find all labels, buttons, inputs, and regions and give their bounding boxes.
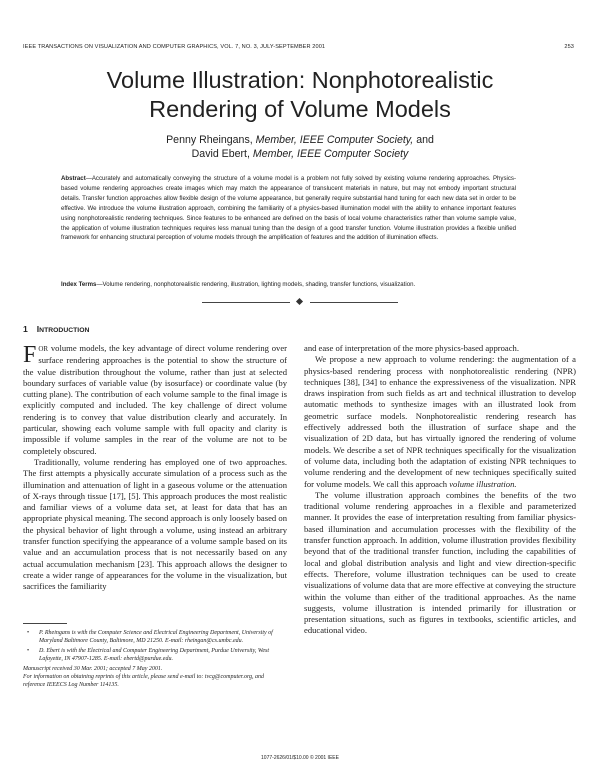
- footnote-item: [23, 647, 287, 663]
- title-line-2: Rendering of Volume Models: [149, 96, 451, 122]
- paper-title: [0, 66, 600, 124]
- author-joiner: and: [416, 134, 434, 146]
- author-line-2: [0, 148, 600, 162]
- section-heading: [23, 324, 89, 334]
- body-column-right: [304, 343, 576, 637]
- author2-name: David Ebert,: [191, 147, 250, 160]
- author1-role: Member, IEEE Computer Society,: [255, 134, 414, 146]
- divider-line-left: [202, 302, 290, 303]
- section-divider: [202, 299, 398, 305]
- footnote-text: P. Rheingans is with the Computer Science and Electrical Engineering Department, University of Maryland Baltimore County, Baltimore, MD 21250. E-mail: rheingan@cs.umbc.edu.: [39, 630, 273, 645]
- emphasis-term: volume illustration.: [449, 478, 517, 489]
- index-terms: [61, 280, 516, 290]
- index-terms-text: —Volume rendering, nonphotorealistic rendering, illustration, lighting models, shading, transfer functions, visualization.: [96, 281, 416, 288]
- abstract-label: Abstract: [61, 175, 86, 182]
- index-terms-label: Index Terms: [61, 281, 97, 288]
- section-title-rest: NTRODUCTION: [39, 327, 90, 334]
- author-line-1: [0, 134, 600, 148]
- reprints-note: For information on obtaining reprints of this article, please send e-mail to: tvcg@computer.org, and reference IEEECS Log Number 114135.: [23, 673, 265, 688]
- journal-name: IEEE TRANSACTIONS ON VISUALIZATION AND COMPUTER GRAPHICS, VOL. 7, NO. 3, JULY-SEPTEMBER 2001: [23, 44, 326, 50]
- bullet-icon: •: [27, 630, 30, 636]
- page-number: 253: [564, 44, 574, 50]
- footnotes: [23, 629, 287, 689]
- authors: [0, 134, 600, 161]
- running-head: [23, 44, 574, 54]
- author2-role: Member, IEEE Computer Society: [252, 147, 409, 160]
- paragraph-text: We propose a new approach to volume rendering: the augmentation of a physics-based rendering process with nonphotorealistic rendering (NPR) techniques [38], [34] to enhance the expressiveness of the visualization. NPR draws inspiration from such fields as art and technical illustration to develop automatic methods to synthesize images with an illustrated look from geometric surface models. Nonphotorealistic rendering research has effectively addressed both the illustration of surface shape and the visualization of 2D data, but has virtually ignored the rendering of volume models. We describe a set of NPR techniques specifically for the visualization of volume data, including both the adaptation of existing NPR techniques to volume rendering and the development of new techniques specifically suited for volume models. We call this approach: [304, 354, 576, 489]
- body-column-left: [23, 343, 287, 593]
- abstract: [61, 174, 516, 243]
- paragraph: Traditionally, volume rendering has employed one of two approaches. The first attempts a physically accurate simulation of a process such as the illumination and attenuation of light in a gaseous volume or the attenuation of X-rays through tissue [17], [5]. This approach produces the most realistic and familiar views of a volume data set, at least for data that has an appropriate physical meaning. The second approach is only loosely based on the physical behavior of light through a volume, using instead an arbitrary transfer function specifying the appearance of a volume sample based on its value and an accumulation process that is not necessarily based on any actual accumulation mechanism [23]. This approach allows the designer to create a wider range of appearances for the volume in the visualization, but sacrifices the familiarity: [23, 456, 287, 592]
- author1-name: Penny Rheingans,: [166, 134, 253, 146]
- divider-line-right: [310, 302, 398, 303]
- drop-cap: F: [23, 342, 37, 368]
- paragraph-text: volume models, the key advantage of direct volume rendering over surface rendering approaches is the potential to show the structure of the value distribution throughout the volume, rather than just at selected boundary surfaces of variable value (by isosurface) or coordinate value (by cutting plane). The contribution of each volume sample to the final image is explicitly computed and included. The key challenge of direct volume rendering is to convey that value distribution clearly and accurately. In particular, showing each volume sample with full opacity and clarity is impossible if volume samples in the rear of the volume are not to be completely obscured.: [23, 343, 287, 456]
- title-line-1: Volume Illustration: Nonphotorealistic: [106, 67, 494, 93]
- copyright-line: 1077-2626/01/$10.00 © 2001 IEEE: [261, 755, 339, 761]
- bullet-icon: •: [27, 647, 30, 654]
- section-title-initial: I: [36, 324, 40, 334]
- diamond-icon: [296, 298, 303, 305]
- section-number: 1: [23, 324, 28, 334]
- opening-smallcaps: OR: [38, 345, 49, 353]
- footnote-text: D. Ebert is with the Electrical and Computer Engineering Department, Purdue University, West Lafayette, IN 47907-1285. E-mail: ebertd@purdue.edu.: [39, 647, 270, 662]
- paragraph: [304, 354, 576, 490]
- manuscript-note: Manuscript received 30 Mar. 2001; accepted 7 May 2001.: [23, 665, 163, 672]
- paragraph: The volume illustration approach combines the benefits of the two traditional volume rendering approaches in a flexible and parameterized manner. It provides the ease of interpretation resulting from familiar physics-based illumination and accumulation processes with the flexibility of the transfer function approach. In addition, volume illustration provides flexibility beyond that of the traditional transfer function, including the capabilities of local and global distribution analysis and light and view direction-specific effects. Therefore, volume illustration techniques can be used to create visualizations of volume data that are more effective at conveying the structure within the volume than either of the traditional approaches. As the name suggests, volume illustration is intended primarily for illustration or presentation situations, such as figures in textbooks, scientific articles, and educational video.: [304, 489, 576, 636]
- footnote-item: [23, 629, 287, 645]
- abstract-text: —Accurately and automatically conveying the structure of a volume model is a problem not fully solved by existing volume rendering approaches. Physics-based volume rendering approaches create images which may match the appearance of translucent materials in nature, but may not embody important structural details. Transfer function approaches allow flexible design of the volume appearance, but generally require substantial hand tuning for each new data set in order to be effective. We introduce the volume illustration approach, combining the familiarity of a physics-based illumination model with the ability to enhance important features using nonphotorealistic rendering techniques. Since features to be enhanced are defined on the basis of local volume characteristics rather than volume sample value, the application of volume illustration techniques requires less manual tuning than the design of a good transfer function. Volume illustration provides a flexible unified framework for enhancing structural perception of volume models through the amplification of features and the addition of illumination effects.: [61, 175, 516, 242]
- footnote-rule: [23, 623, 67, 624]
- paragraph: and ease of interpretation of the more physics-based approach.: [304, 343, 519, 353]
- paragraph: [23, 343, 287, 457]
